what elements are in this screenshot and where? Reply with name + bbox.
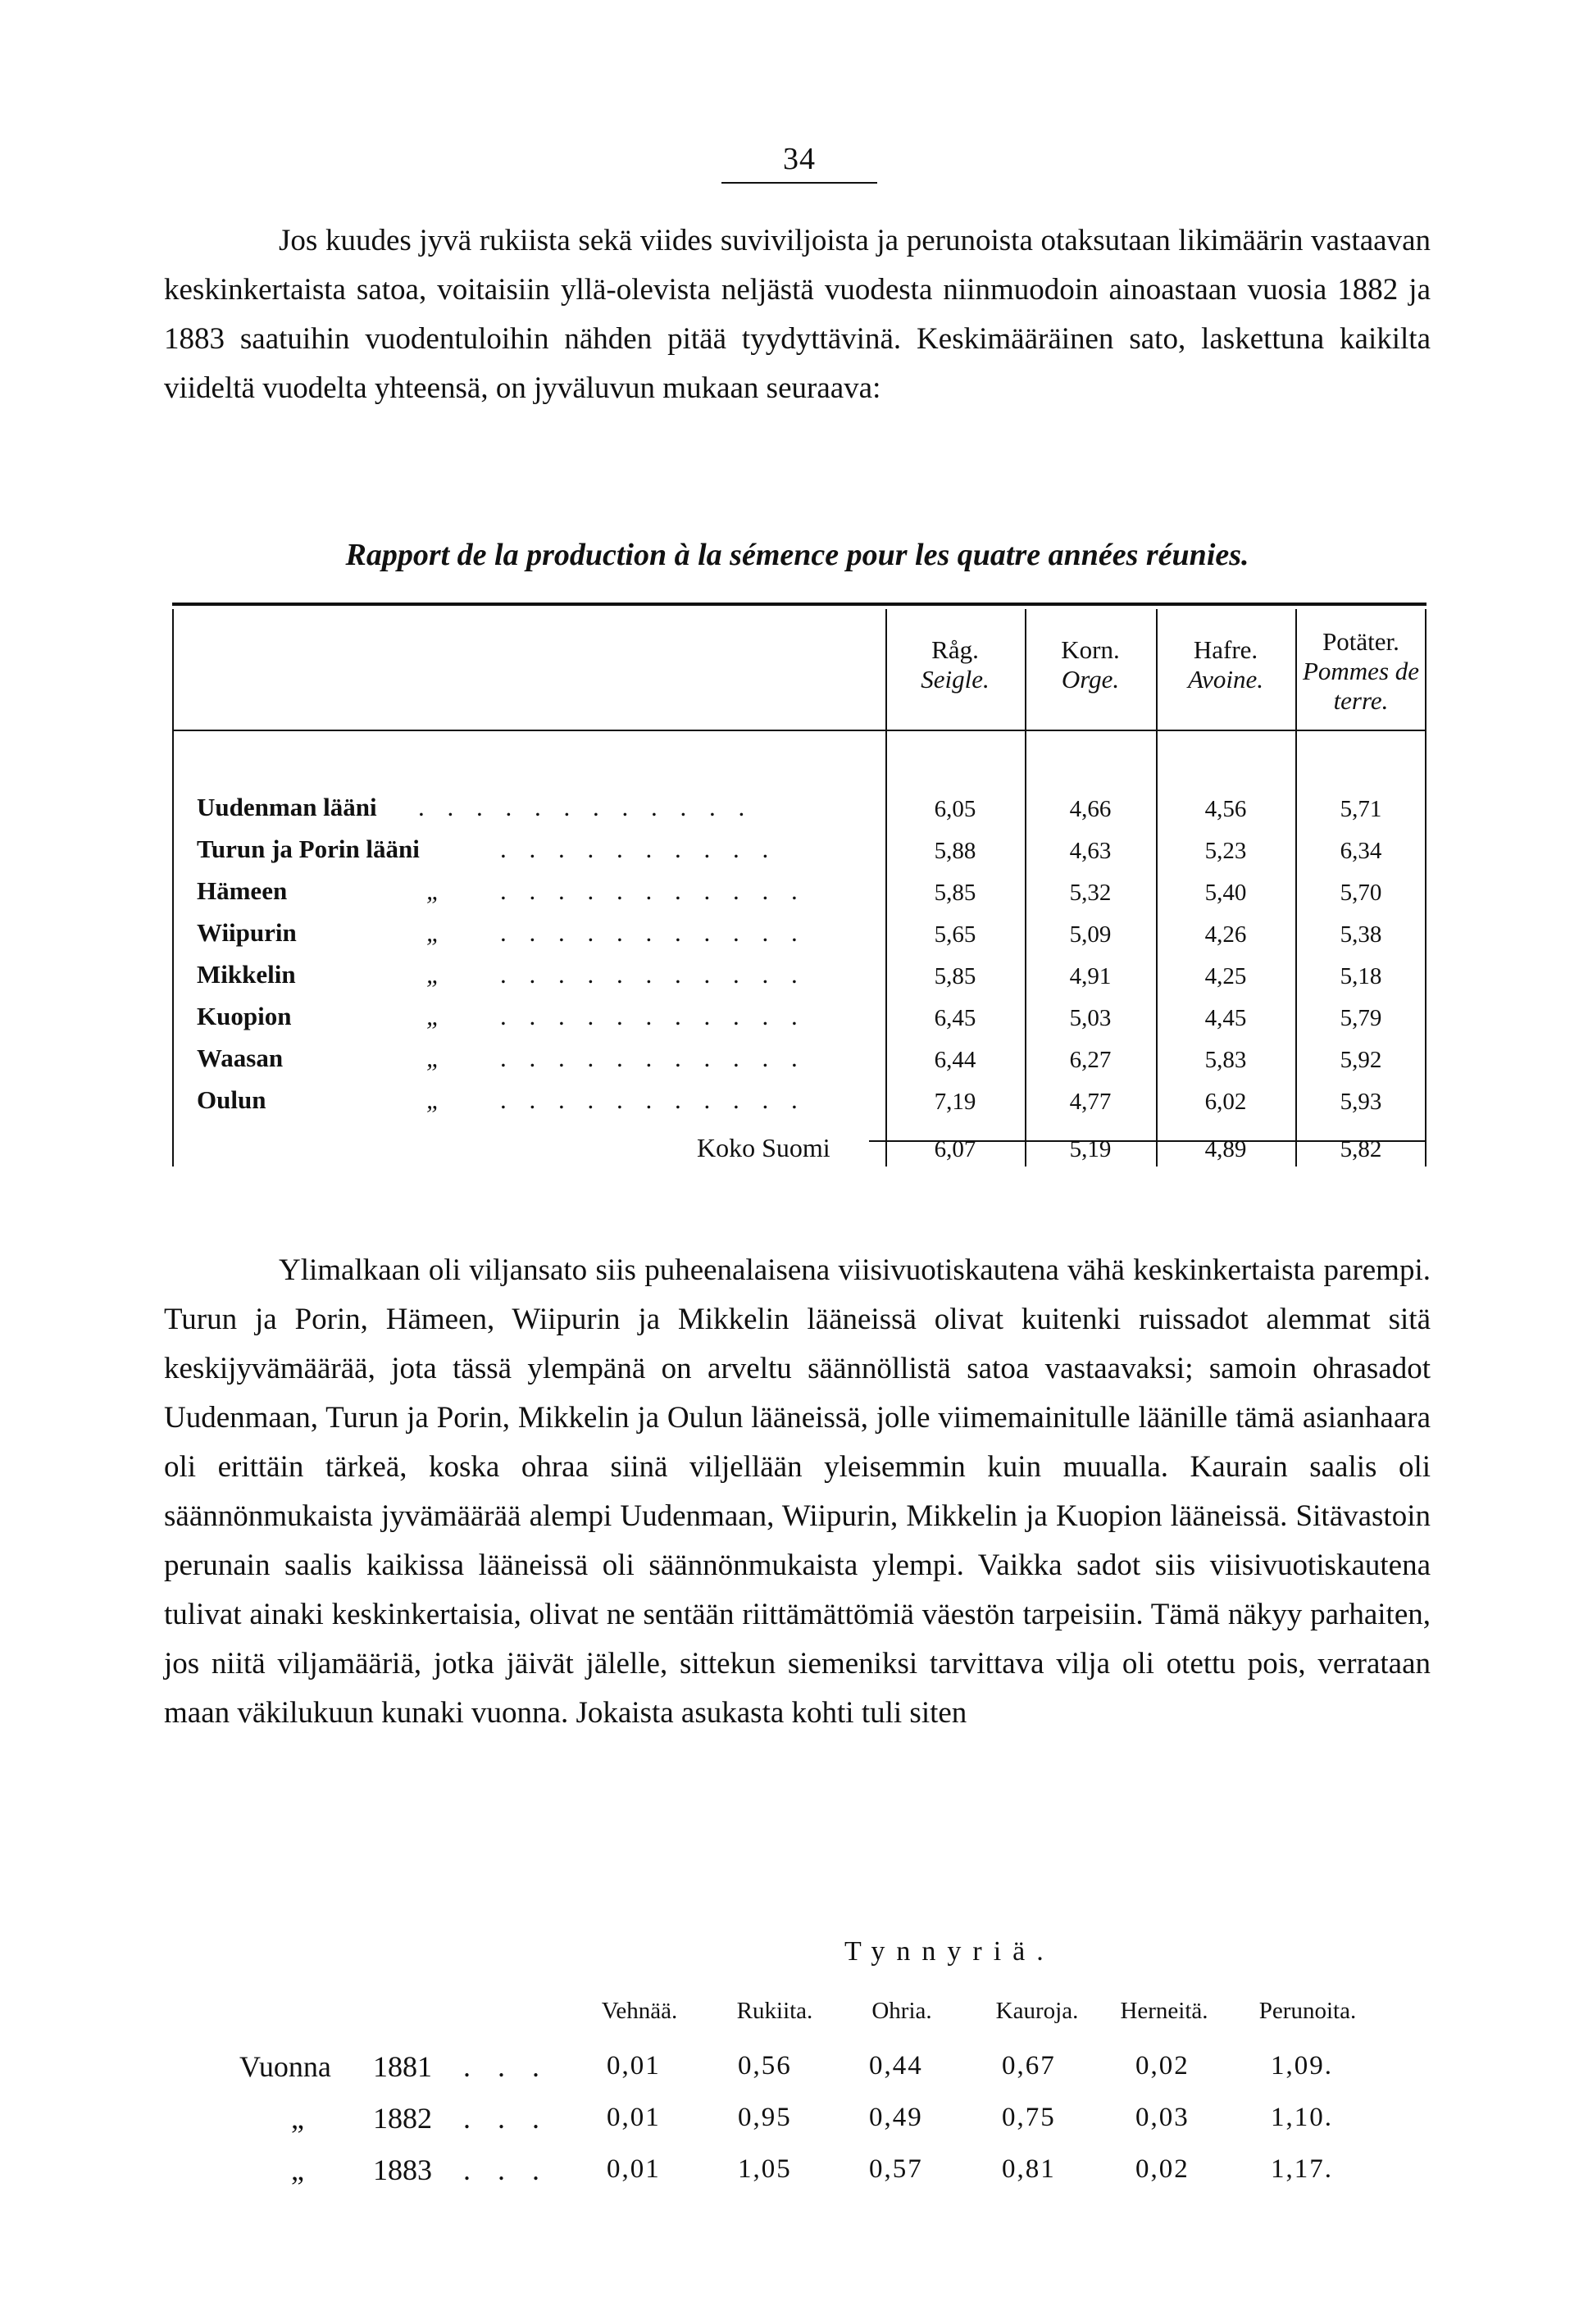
ditto-mark: „ bbox=[426, 960, 441, 989]
intro-text: Jos kuudes jyvä rukiista sekä viides suviviljoista ja perunoista otaksutaan likimäärin vastaavan keskinkertaista satoa, voitaisiin yllä-olevista neljästä vuodesta niinmuodoin ainoastaan vuosia 1882 ja 1883 saatuihin vuodentuloihin nähden pitää tyydyttävinä. Keskimääräinen sato, laskettuna kaikilta viideltä vuodelta yhteensä, on jyväluvun mukaan seuraava: bbox=[164, 224, 1431, 405]
cell-potatoes: 5,70 bbox=[1340, 880, 1382, 906]
cell-barley: 0,57 bbox=[869, 2154, 923, 2184]
table-right-rule bbox=[1425, 609, 1426, 1167]
cell-oats: 4,45 bbox=[1204, 1005, 1247, 1031]
row-label: Waasan bbox=[197, 1044, 284, 1072]
cell-potatoes: 1,17. bbox=[1271, 2154, 1333, 2184]
cell-oats: 6,02 bbox=[1204, 1089, 1247, 1115]
cell-oats: 4,25 bbox=[1204, 963, 1247, 989]
col-rule-2 bbox=[1025, 609, 1026, 1167]
row-label: Turun ja Porin lääni bbox=[197, 835, 420, 863]
cell-potatoes: 5,92 bbox=[1340, 1047, 1382, 1073]
row-leader-dots: . . . . . . . . . . . bbox=[500, 918, 806, 947]
cell-barley: 4,63 bbox=[1069, 838, 1112, 864]
row-label: Oulun bbox=[197, 1085, 266, 1114]
body-text: Ylimalkaan oli viljansato siis puheenalaisena viisivuotiskautena vähä keskinkertaista parempi. Turun ja Porin, Hämeen, Wiipurin ja Mikkelin lääneissä olivat kuitenki ruissadot alemmat sitä keskijyvämäärää, jota tässä ylempänä on arveltu säännöllistä satoa vastaavaksi; samoin ohrasadot Uudenmaan, Turun ja Porin, Mikkelin ja Oulun lääneissä, jolle viimemainitulle läänille tämä asianhaara oli erittäin tärkeä, koska ohraa siinä viljellään yleisemmin kuin muualla. Kaurain saalis oli säännönmukaista jyvämäärää alempi Uudenmaan, Wiipurin, Mikkelin ja Kuopion lääneissä. Sitävastoin perunain saalis kaikissa lääneissä oli säännönmukaista ylempi. Vaikka sadot siis viisivuotiskautena tulivat ainaki keskinkertaisia, olivat ne sentään riittämättömiä väestön tarpeisiin. Tämä näkyy parhaiten, jos niitä viljamääriä, jotka jäivät jälelle, sittekun siemeniksi tarvittava vilja oli otettu pois, verrataan maan väkilukuun kunaki vuonna. Jokaista asukasta kohti tuli siten bbox=[164, 1253, 1431, 1730]
yield-ratio-table bbox=[172, 603, 1426, 1168]
cell-oats: 0,81 bbox=[1002, 2154, 1056, 2184]
row-leader-dots: . . . bbox=[463, 2050, 549, 2083]
row-leader-dots: . . . . . . . . . . bbox=[500, 835, 777, 863]
row-label: Uudenman lääni bbox=[197, 793, 377, 821]
cell-barley: 5,09 bbox=[1069, 921, 1112, 948]
col-head-rye-fi: Råg. bbox=[931, 635, 979, 664]
cell-oats: 4,26 bbox=[1204, 921, 1247, 948]
cell-oats: 0,75 bbox=[1002, 2103, 1056, 2132]
row-year: 1881 bbox=[373, 2050, 432, 2083]
cell-wheat: 0,01 bbox=[607, 2154, 661, 2184]
col-rule-1 bbox=[885, 609, 887, 1167]
row-prefix: „ bbox=[291, 2153, 304, 2186]
body-paragraph bbox=[164, 1246, 1431, 1738]
per-capita-title: Tynnyriä. bbox=[844, 1936, 1055, 1967]
page-number-rule bbox=[721, 182, 877, 184]
total-oats: 4,89 bbox=[1204, 1136, 1247, 1162]
row-leader-dots: . . . . . . . . . . . bbox=[500, 1085, 806, 1114]
row-leader-dots: . . . . . . . . . . . bbox=[500, 1002, 806, 1030]
cell-barley: 5,03 bbox=[1069, 1005, 1112, 1031]
row-leader-dots: . . . . . . . . . . . bbox=[500, 960, 806, 989]
cell-wheat: 0,01 bbox=[607, 2051, 661, 2081]
col-head-barley-fi: Korn. bbox=[1061, 635, 1120, 664]
cell-wheat: 0,01 bbox=[607, 2103, 661, 2132]
col-rule-3 bbox=[1156, 609, 1158, 1167]
col-rule-4 bbox=[1295, 609, 1297, 1167]
cell-rye: 6,44 bbox=[934, 1047, 976, 1073]
cell-rye: 5,85 bbox=[934, 880, 976, 906]
total-rye: 6,07 bbox=[934, 1136, 976, 1162]
cell-oats: 5,40 bbox=[1204, 880, 1247, 906]
row-leader-dots: . . . bbox=[463, 2102, 549, 2135]
cell-rye: 1,05 bbox=[738, 2154, 792, 2184]
col-head-potatoes-fr: Pommes de terre. bbox=[1302, 657, 1420, 715]
ditto-mark: „ bbox=[426, 1002, 441, 1030]
cell-rye: 6,05 bbox=[934, 796, 976, 822]
row-year: 1883 bbox=[373, 2153, 432, 2186]
intro-paragraph bbox=[164, 216, 1431, 413]
cell-barley: 4,66 bbox=[1069, 796, 1112, 822]
row-label: Mikkelin bbox=[197, 960, 296, 989]
cell-barley: 4,77 bbox=[1069, 1089, 1112, 1115]
cell-barley: 0,49 bbox=[869, 2103, 923, 2132]
cell-rye: 5,85 bbox=[934, 963, 976, 989]
table-left-rule bbox=[172, 609, 174, 1167]
cell-oats: 5,83 bbox=[1204, 1047, 1247, 1073]
table-top-rule bbox=[172, 603, 1426, 606]
ditto-mark: „ bbox=[426, 1085, 441, 1114]
cell-barley: 5,32 bbox=[1069, 880, 1112, 906]
cell-potatoes: 5,71 bbox=[1340, 796, 1382, 822]
table-caption: Rapport de la production à la sémence pour les quatre années réunies. bbox=[345, 538, 1249, 572]
cell-potatoes: 1,10. bbox=[1271, 2103, 1333, 2132]
cell-potatoes: 1,09. bbox=[1271, 2051, 1333, 2081]
ditto-mark: „ bbox=[426, 1044, 441, 1072]
total-barley: 5,19 bbox=[1069, 1136, 1112, 1162]
cell-barley: 0,44 bbox=[869, 2051, 923, 2081]
cell-potatoes: 5,79 bbox=[1340, 1005, 1382, 1031]
row-prefix: Vuonna bbox=[239, 2050, 331, 2083]
cell-oats: 4,56 bbox=[1204, 796, 1247, 822]
cell-potatoes: 5,93 bbox=[1340, 1089, 1382, 1115]
head-barley: Ohria. bbox=[871, 1998, 932, 2024]
head-rye: Rukiita. bbox=[736, 1998, 813, 2024]
col-head-barley-fr: Orge. bbox=[1061, 665, 1120, 694]
ditto-mark: „ bbox=[426, 876, 441, 905]
cell-potatoes: 5,38 bbox=[1340, 921, 1382, 948]
head-oats: Kauroja. bbox=[995, 1998, 1079, 2024]
cell-potatoes: 5,18 bbox=[1340, 963, 1382, 989]
cell-rye: 0,56 bbox=[738, 2051, 792, 2081]
total-potatoes: 5,82 bbox=[1340, 1136, 1382, 1162]
cell-peas: 0,03 bbox=[1135, 2103, 1190, 2132]
cell-peas: 0,02 bbox=[1135, 2154, 1190, 2184]
cell-rye: 7,19 bbox=[934, 1089, 976, 1115]
row-label: Kuopion bbox=[197, 1002, 292, 1030]
cell-barley: 4,91 bbox=[1069, 963, 1112, 989]
col-head-barley bbox=[1033, 635, 1148, 694]
cell-rye: 0,95 bbox=[738, 2103, 792, 2132]
total-label: Koko Suomi bbox=[697, 1133, 830, 1162]
row-leader-dots: . . . . . . . . . . . bbox=[500, 876, 806, 905]
head-potatoes: Perunoita. bbox=[1258, 1998, 1357, 2024]
row-label: Hämeen bbox=[197, 876, 288, 905]
cell-peas: 0,02 bbox=[1135, 2051, 1190, 2081]
cell-oats: 0,67 bbox=[1002, 2051, 1056, 2081]
cell-rye: 5,88 bbox=[934, 838, 976, 864]
row-leader-dots: . . . bbox=[463, 2153, 549, 2186]
col-head-rye bbox=[894, 635, 1017, 694]
col-head-potatoes-fi: Potäter. bbox=[1322, 627, 1399, 656]
cell-rye: 5,65 bbox=[934, 921, 976, 948]
col-head-rye-fr: Seigle. bbox=[921, 665, 990, 694]
row-prefix: „ bbox=[291, 2102, 304, 2135]
col-head-potatoes bbox=[1299, 627, 1422, 716]
col-head-oats-fr: Avoine. bbox=[1187, 665, 1264, 694]
row-label: Wiipurin bbox=[197, 918, 297, 947]
cell-rye: 6,45 bbox=[934, 1005, 976, 1031]
col-head-oats bbox=[1164, 635, 1287, 694]
head-peas: Herneitä. bbox=[1120, 1998, 1208, 2024]
row-year: 1882 bbox=[373, 2102, 432, 2135]
ditto-mark: „ bbox=[426, 918, 441, 947]
col-head-oats-fi: Hafre. bbox=[1193, 635, 1258, 664]
cell-barley: 6,27 bbox=[1069, 1047, 1112, 1073]
table-header-rule bbox=[172, 730, 1426, 731]
cell-potatoes: 6,34 bbox=[1340, 838, 1382, 864]
row-leader-dots: . . . . . . . . . . . bbox=[500, 1044, 806, 1072]
page-number: 34 bbox=[783, 142, 816, 176]
cell-oats: 5,23 bbox=[1204, 838, 1247, 864]
head-wheat: Vehnää. bbox=[601, 1998, 678, 2024]
row-leader-dots: . . . . . . . . . . . . bbox=[418, 793, 753, 821]
